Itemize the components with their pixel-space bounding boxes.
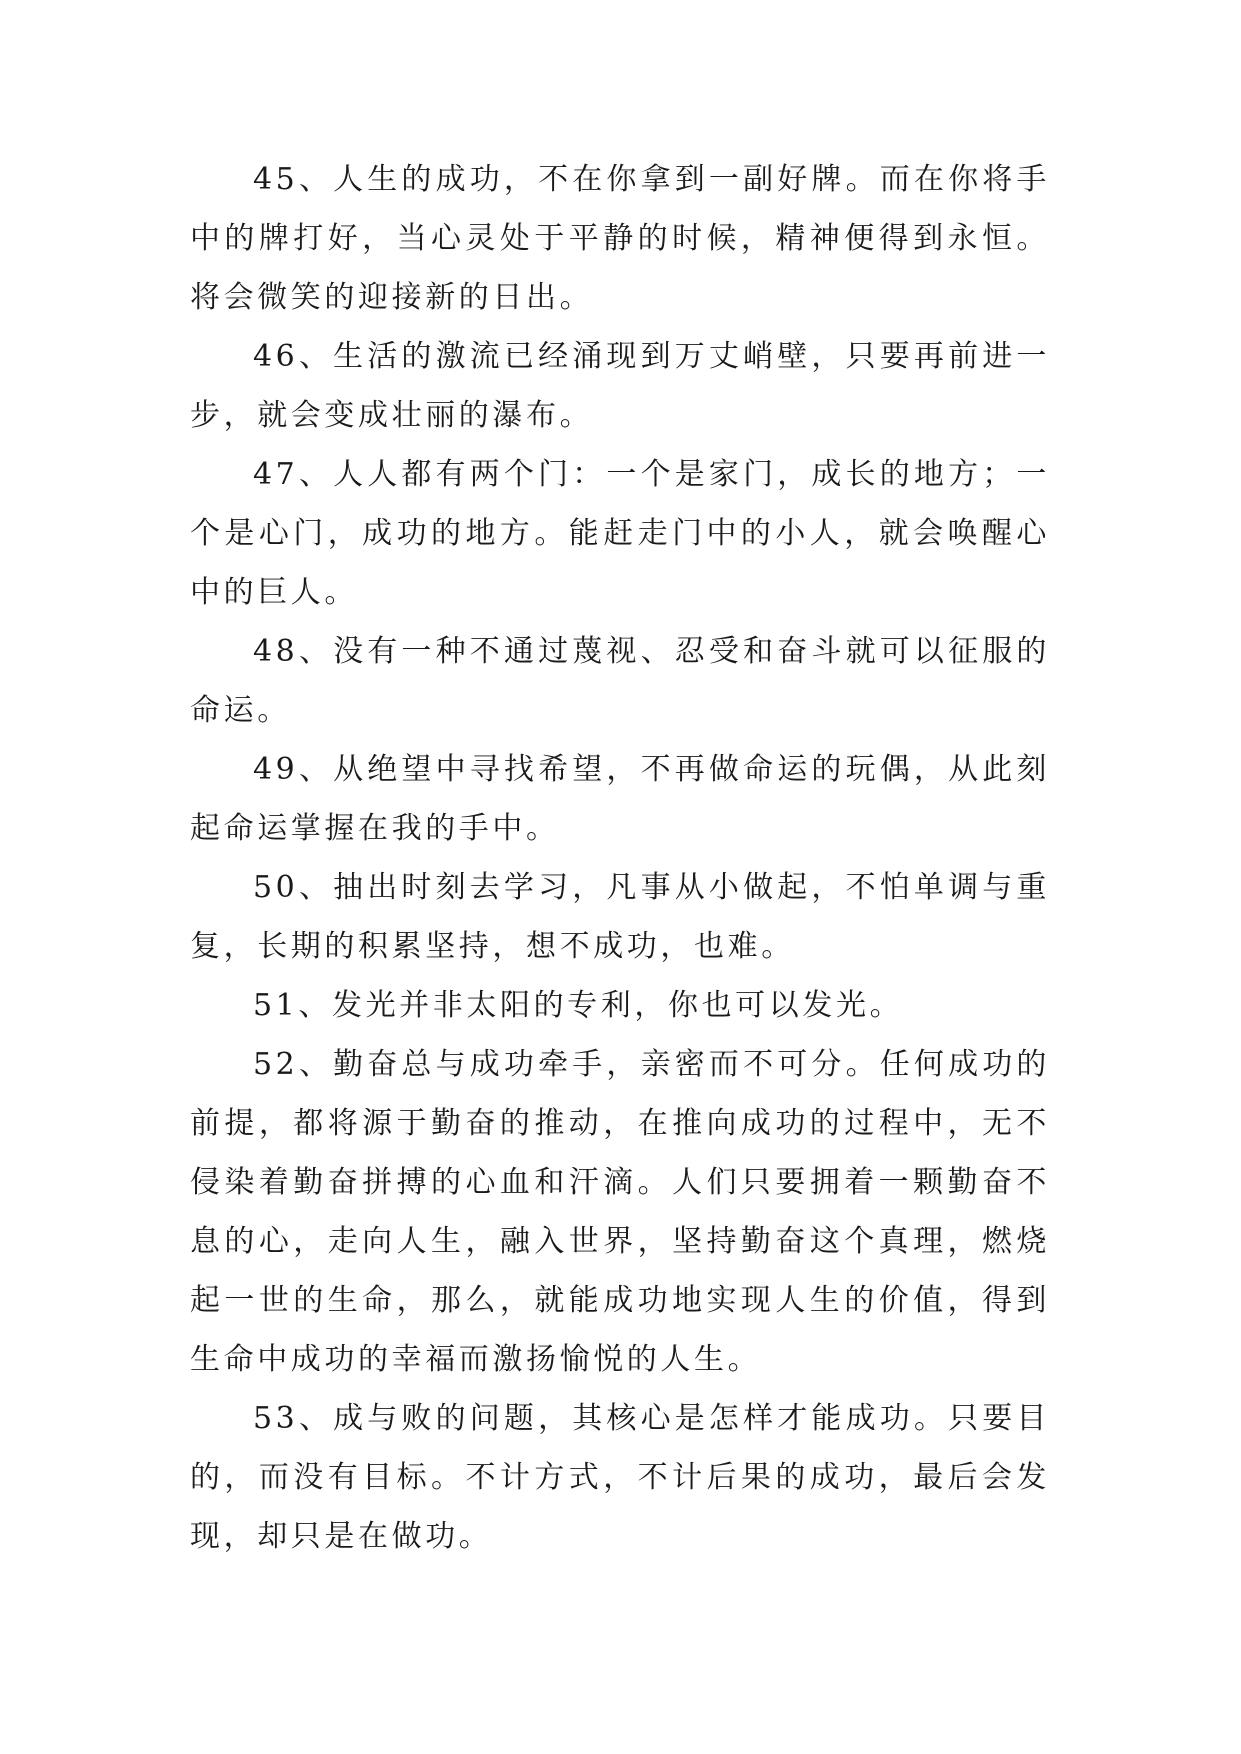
paragraph-53 — [190, 1389, 1050, 1566]
paragraph-text: 、发光并非太阳的专利，你也可以发光。 — [298, 988, 904, 1023]
paragraph-number: 51 — [253, 988, 299, 1023]
paragraph-number: 53 — [253, 1401, 299, 1436]
paragraph-49 — [190, 740, 1050, 858]
paragraph-text: 、勤奋总与成功牵手，亲密而不可分。任何成功的前提，都将源于勤奋的推动，在推向成功的过程中，无不侵染着勤奋拼搏的心血和汗滴。人们只要拥着一颗勤奋不息的心，走向人生，融入世界，坚持勤奋这个真理，燃烧起一世的生命，那么，就能成功地实现人生的价值，得到生命中成功的幸福而激扬愉悦的人生。 — [190, 1047, 1050, 1377]
paragraph-number: 52 — [253, 1047, 299, 1082]
paragraph-45 — [190, 150, 1050, 327]
paragraph-number: 49 — [253, 752, 299, 787]
paragraph-text: 、抽出时刻去学习，凡事从小做起，不怕单调与重复，长期的积累坚持，想不成功，也难。 — [190, 870, 1050, 964]
paragraph-text: 、生活的激流已经涌现到万丈峭壁，只要再前进一步，就会变成壮丽的瀑布。 — [190, 339, 1050, 433]
document-body — [190, 150, 1050, 1566]
paragraph-48 — [190, 622, 1050, 740]
paragraph-text: 、从绝望中寻找希望，不再做命运的玩偶，从此刻起命运掌握在我的手中。 — [190, 752, 1050, 846]
paragraph-number: 45 — [253, 162, 299, 197]
paragraph-50 — [190, 858, 1050, 976]
paragraph-47 — [190, 445, 1050, 622]
paragraph-number: 47 — [253, 457, 299, 492]
paragraph-number: 50 — [253, 870, 299, 905]
paragraph-number: 46 — [253, 339, 299, 374]
paragraph-51 — [190, 976, 1050, 1035]
paragraph-text: 、人人都有两个门：一个是家门，成长的地方；一个是心门，成功的地方。能赶走门中的小人，就会唤醒心中的巨人。 — [190, 457, 1050, 610]
paragraph-text: 、成与败的问题，其核心是怎样才能成功。只要目的，而没有目标。不计方式，不计后果的成功，最后会发现，却只是在做功。 — [190, 1401, 1050, 1554]
paragraph-text: 、人生的成功，不在你拿到一副好牌。而在你将手中的牌打好，当心灵处于平静的时候，精神便得到永恒。将会微笑的迎接新的日出。 — [190, 162, 1050, 315]
paragraph-46 — [190, 327, 1050, 445]
paragraph-text: 、没有一种不通过蔑视、忍受和奋斗就可以征服的命运。 — [190, 634, 1050, 728]
paragraph-52 — [190, 1035, 1050, 1389]
paragraph-number: 48 — [253, 634, 299, 669]
